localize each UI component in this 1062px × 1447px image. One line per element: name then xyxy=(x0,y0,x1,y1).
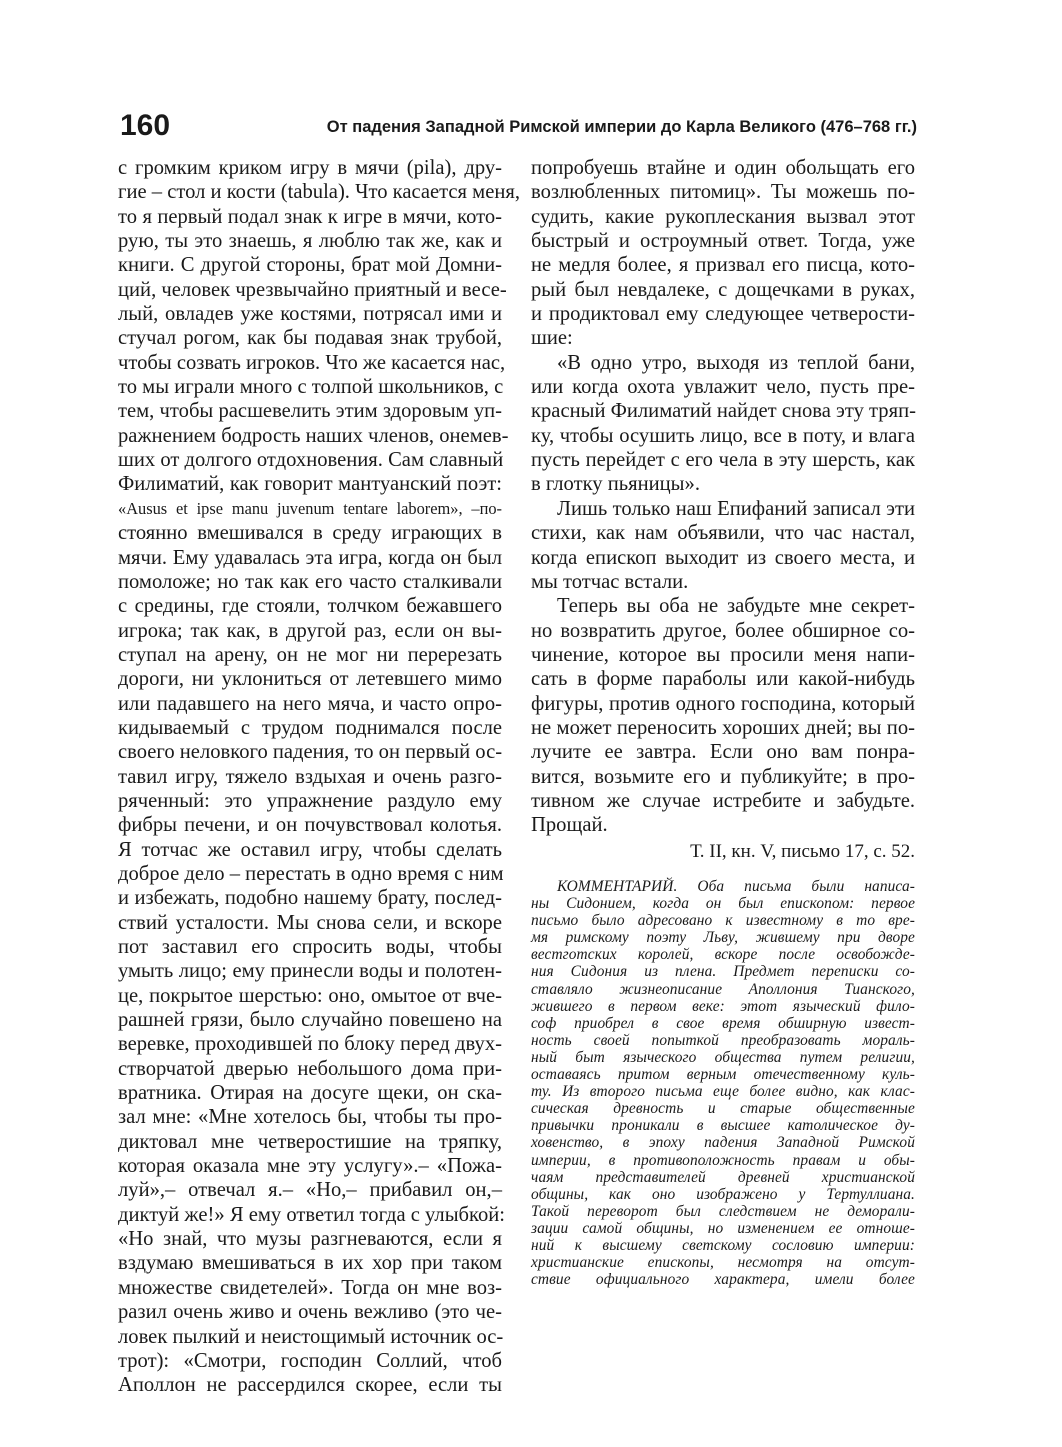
commentary-line: вестготских королей, вскоре после освобожде- xyxy=(531,946,915,964)
text-line: стоянно вмешивался в среду играющих в xyxy=(118,522,502,545)
text-line: чтобы созвать игроков. Что же касается нас, xyxy=(118,351,506,374)
commentary-line: КОММЕНТАРИЙ. Оба письма были написа- xyxy=(557,878,915,895)
text-line: пот заставил его спросить воды, чтобы xyxy=(118,936,502,958)
text-line: кидываемый с трудом поднимался после xyxy=(118,716,502,739)
text-line: вратника. Отирая на досуге щеки, он ска- xyxy=(118,1082,502,1105)
text-line: и избежать, подобно нашему брату, послед- xyxy=(118,887,502,910)
commentary-line: ны Сидонием, когда он был епископом: первое xyxy=(531,895,915,913)
text-line: ствий усталости. Мы снова сели, и вскоре xyxy=(118,911,502,934)
text-line: веревке, проходившей по блоку перед двух- xyxy=(118,1033,502,1056)
text-line: своего неловкого падения, то он первый ос- xyxy=(118,741,503,764)
text-line: стихи, как нам объявили, что час настал, xyxy=(531,522,915,545)
commentary-line: мя римскому поэту Льву, жившему при дворе xyxy=(531,929,915,947)
text-line: ций, человек чрезвычайно приятный и весе- xyxy=(118,278,507,301)
text-line: чинение, которое вы просили меня напи- xyxy=(531,643,915,666)
text-line: ших от долгого отдохновения. Сам славный xyxy=(118,449,504,472)
text-line: рый был невдалеке, с дощечками в руках, xyxy=(531,278,915,301)
commentary-line: привычки проникали в высшее католическое ду- xyxy=(531,1117,915,1135)
text-line: створчатой дверью небольшого дома при- xyxy=(118,1057,502,1080)
text-line: Прощай. xyxy=(531,814,608,837)
poem-line: пусть перейдет с его чела в эту шерсть, как xyxy=(531,449,915,472)
text-line: доброе дело – перестать в одно время с ним xyxy=(118,862,504,885)
commentary-line: ствие официального характера, имели более xyxy=(531,1271,915,1289)
poem-line: ку, чтобы осушить лицо, все в поту, и влага xyxy=(531,424,915,447)
page-header xyxy=(120,108,917,148)
commentary-line: общины, как оно изображено у Тертуллиана. xyxy=(531,1185,915,1203)
text-line: тавил игру, тяжело вздыхая и очень разго- xyxy=(118,765,502,788)
left-column xyxy=(118,156,520,1398)
text-line: игрока; так как, в другой раз, если он вы- xyxy=(118,619,502,642)
poem-line: красный Филиматий найдет снова эту тряп- xyxy=(531,400,916,423)
text-line: попробуешь втайне и один обольщать его xyxy=(531,157,915,179)
text-line: фигуры, против одного господина, который xyxy=(531,692,915,715)
text-line: но возвратить другое, более обширное со- xyxy=(531,619,915,642)
text-line: лучите ее завтра. Если оно вам понра- xyxy=(531,741,915,764)
text-line: не может переносить хороших дней; вы по- xyxy=(531,716,915,739)
text-line: ступал на арену, он не мог ни перерезать xyxy=(118,643,502,666)
text-line: стучал рогом, как бы подавая знак трубой, xyxy=(118,327,502,350)
latin-quote-line: «Ausus et ipse manu juvenum tentare laborem», –по- xyxy=(118,498,502,518)
text-line: умыть лицо; ему принесли воды и полотен- xyxy=(118,960,502,983)
commentary-line: Такой переворот был следствием не деморали- xyxy=(531,1202,915,1220)
text-line: множестве свидетелей». Тогда он мне воз- xyxy=(118,1276,502,1299)
commentary-line: империи, в противоположность правам и обы- xyxy=(531,1151,915,1169)
commentary-line: христианские епископы, несмотря на отсут- xyxy=(531,1254,915,1272)
commentary-line: ховенство, в эпоху падения Западной Римской xyxy=(531,1134,915,1152)
text-line: фибры печени, и он почувствовал колотья. xyxy=(118,814,502,837)
text-line: Теперь вы оба не забудьте мне секрет- xyxy=(557,595,915,618)
commentary-line: ний к высшему светскому сословию империи: xyxy=(531,1236,915,1254)
text-line: когда епископ выходит из своего места, и xyxy=(531,546,915,569)
text-line: диктуй же!» Я ему ответил тогда с улыбкой: xyxy=(118,1203,506,1226)
text-line: то мы играли много с толпой школьников, с xyxy=(118,376,504,399)
commentary-line: жившего в первом веке: этот языческий фило- xyxy=(531,997,915,1015)
running-title: От падения Западной Римской империи до Карла Великого (476–768 гг.) xyxy=(326,118,917,136)
text-line: вится, возьмите его и публикуйте; в про- xyxy=(531,765,915,788)
commentary-line: соф приобрел в свое время обширную извест- xyxy=(531,1014,915,1032)
text-line: тем, чтобы расшевелить этим здоровым уп- xyxy=(118,400,502,423)
commentary-block xyxy=(531,878,915,1288)
text-line: которая оказала мне эту услугу».– «Пожа- xyxy=(118,1155,502,1178)
text-line: шие: xyxy=(531,327,573,350)
text-line: це, покрытое шерстью: оно, омытое от вче- xyxy=(118,984,502,1007)
text-line: лый, овладев уже костями, потрясал ими и xyxy=(118,303,502,326)
text-line: ловек пылкий и неистощимый источник ос- xyxy=(118,1325,504,1348)
text-line: книги. С другой стороны, брат мой Домни- xyxy=(118,254,502,277)
text-line: луй»,– отвечал я.– «Но,– прибавил он,– xyxy=(118,1179,502,1202)
text-line: и продиктовал ему следующее четверости- xyxy=(531,303,915,326)
text-line: Лишь только наш Епифаний записал эти xyxy=(557,497,915,520)
text-line: диктовал мне четверостишие на тряпку, xyxy=(118,1130,502,1153)
text-line: возлюбленных питомиц». Ты можешь по- xyxy=(531,181,915,204)
source-reference: Т. II, кн. V, письмо 17, с. 52. xyxy=(690,841,915,862)
commentary-line: оставаясь притом верным отечественному куль- xyxy=(531,1066,915,1084)
text-line: «Но знай, что музы разгневаются, если я xyxy=(118,1228,502,1251)
text-line: судить, какие рукоплескания вызвал этот xyxy=(531,205,915,228)
text-line: сать в форме параболы или какой-нибудь xyxy=(531,668,915,691)
text-line: быстрый и остроумный ответ. Тогда, уже xyxy=(531,230,915,253)
commentary-line: зации самой общины, но изменением ее отноше- xyxy=(531,1219,915,1237)
commentary-line: чаям представителей древней христианской xyxy=(531,1168,915,1186)
text-line: Аполлон не рассердился скорее, если ты xyxy=(118,1374,502,1397)
poem-line: в глотку пьяницы». xyxy=(531,473,700,496)
text-line: мячи. Ему удавалась эта игра, когда он был xyxy=(118,546,502,569)
text-line: трот): «Смотри, господин Соллий, чтоб xyxy=(118,1349,502,1372)
commentary-line: ный быт языческого общества путем религии, xyxy=(531,1048,915,1066)
right-column xyxy=(531,156,915,838)
poem-line: или когда охота увлажит чело, пусть пре- xyxy=(531,376,915,399)
text-line: помоложе; но так как его часто сталкивали xyxy=(118,570,502,593)
text-line: ражнением бодрость наших членов, онемев- xyxy=(118,424,509,447)
text-line: не медля более, я призвал его писца, кото- xyxy=(531,254,915,277)
text-line: тивном же случае истребите и забудьте. xyxy=(531,789,915,812)
page-number: 160 xyxy=(120,109,171,142)
text-line: то я первый подал знак к игре в мячи, кото- xyxy=(118,205,502,228)
poem-line: «В одно утро, выходя из теплой бани, xyxy=(557,351,915,374)
text-line: дороги, ни уклониться от летевшего мимо xyxy=(118,668,502,691)
commentary-line: ставляло жизнеописание Аполлония Тианского, xyxy=(531,980,915,998)
text-line: ряченный: это упражнение раздуло ему xyxy=(118,789,502,812)
text-line: рую, ты это знаешь, я люблю так же, как и xyxy=(118,230,502,253)
text-line: Филиматий, как говорит мантуанский поэт: xyxy=(118,473,502,496)
text-line: рашней грязи, было случайно повешено на xyxy=(118,1009,502,1032)
text-line: с громким криком игру в мячи (pila), дру- xyxy=(118,157,502,179)
text-line: гие – стол и кости (tabula). Что касается меня, xyxy=(118,181,520,204)
text-line: с средины, где стояли, толчком бежавшего xyxy=(118,595,502,618)
commentary-line: письмо было адресовано к известному в то вре- xyxy=(531,912,915,930)
text-line: разил очень живо и очень вежливо (это че- xyxy=(118,1301,502,1324)
commentary-line: ния Сидония из плена. Предмет переписки со- xyxy=(531,963,915,981)
text-line: Я тотчас же оставил игру, чтобы сделать xyxy=(118,838,502,861)
commentary-line: ность своей попыткой преобразовать мораль- xyxy=(531,1031,915,1049)
text-line: зал мне: «Мне хотелось бы, чтобы ты про- xyxy=(118,1106,502,1129)
text-line: вздумаю вмешиваться в их хор при таком xyxy=(118,1252,502,1275)
commentary-line: ту. Из второго письма еще более видно, как клас- xyxy=(531,1083,915,1101)
text-line: или падавшего на него мяча, и часто опро- xyxy=(118,692,502,715)
text-line: мы тотчас встали. xyxy=(531,570,689,593)
commentary-line: сическая древность и старые общественные xyxy=(531,1100,915,1118)
